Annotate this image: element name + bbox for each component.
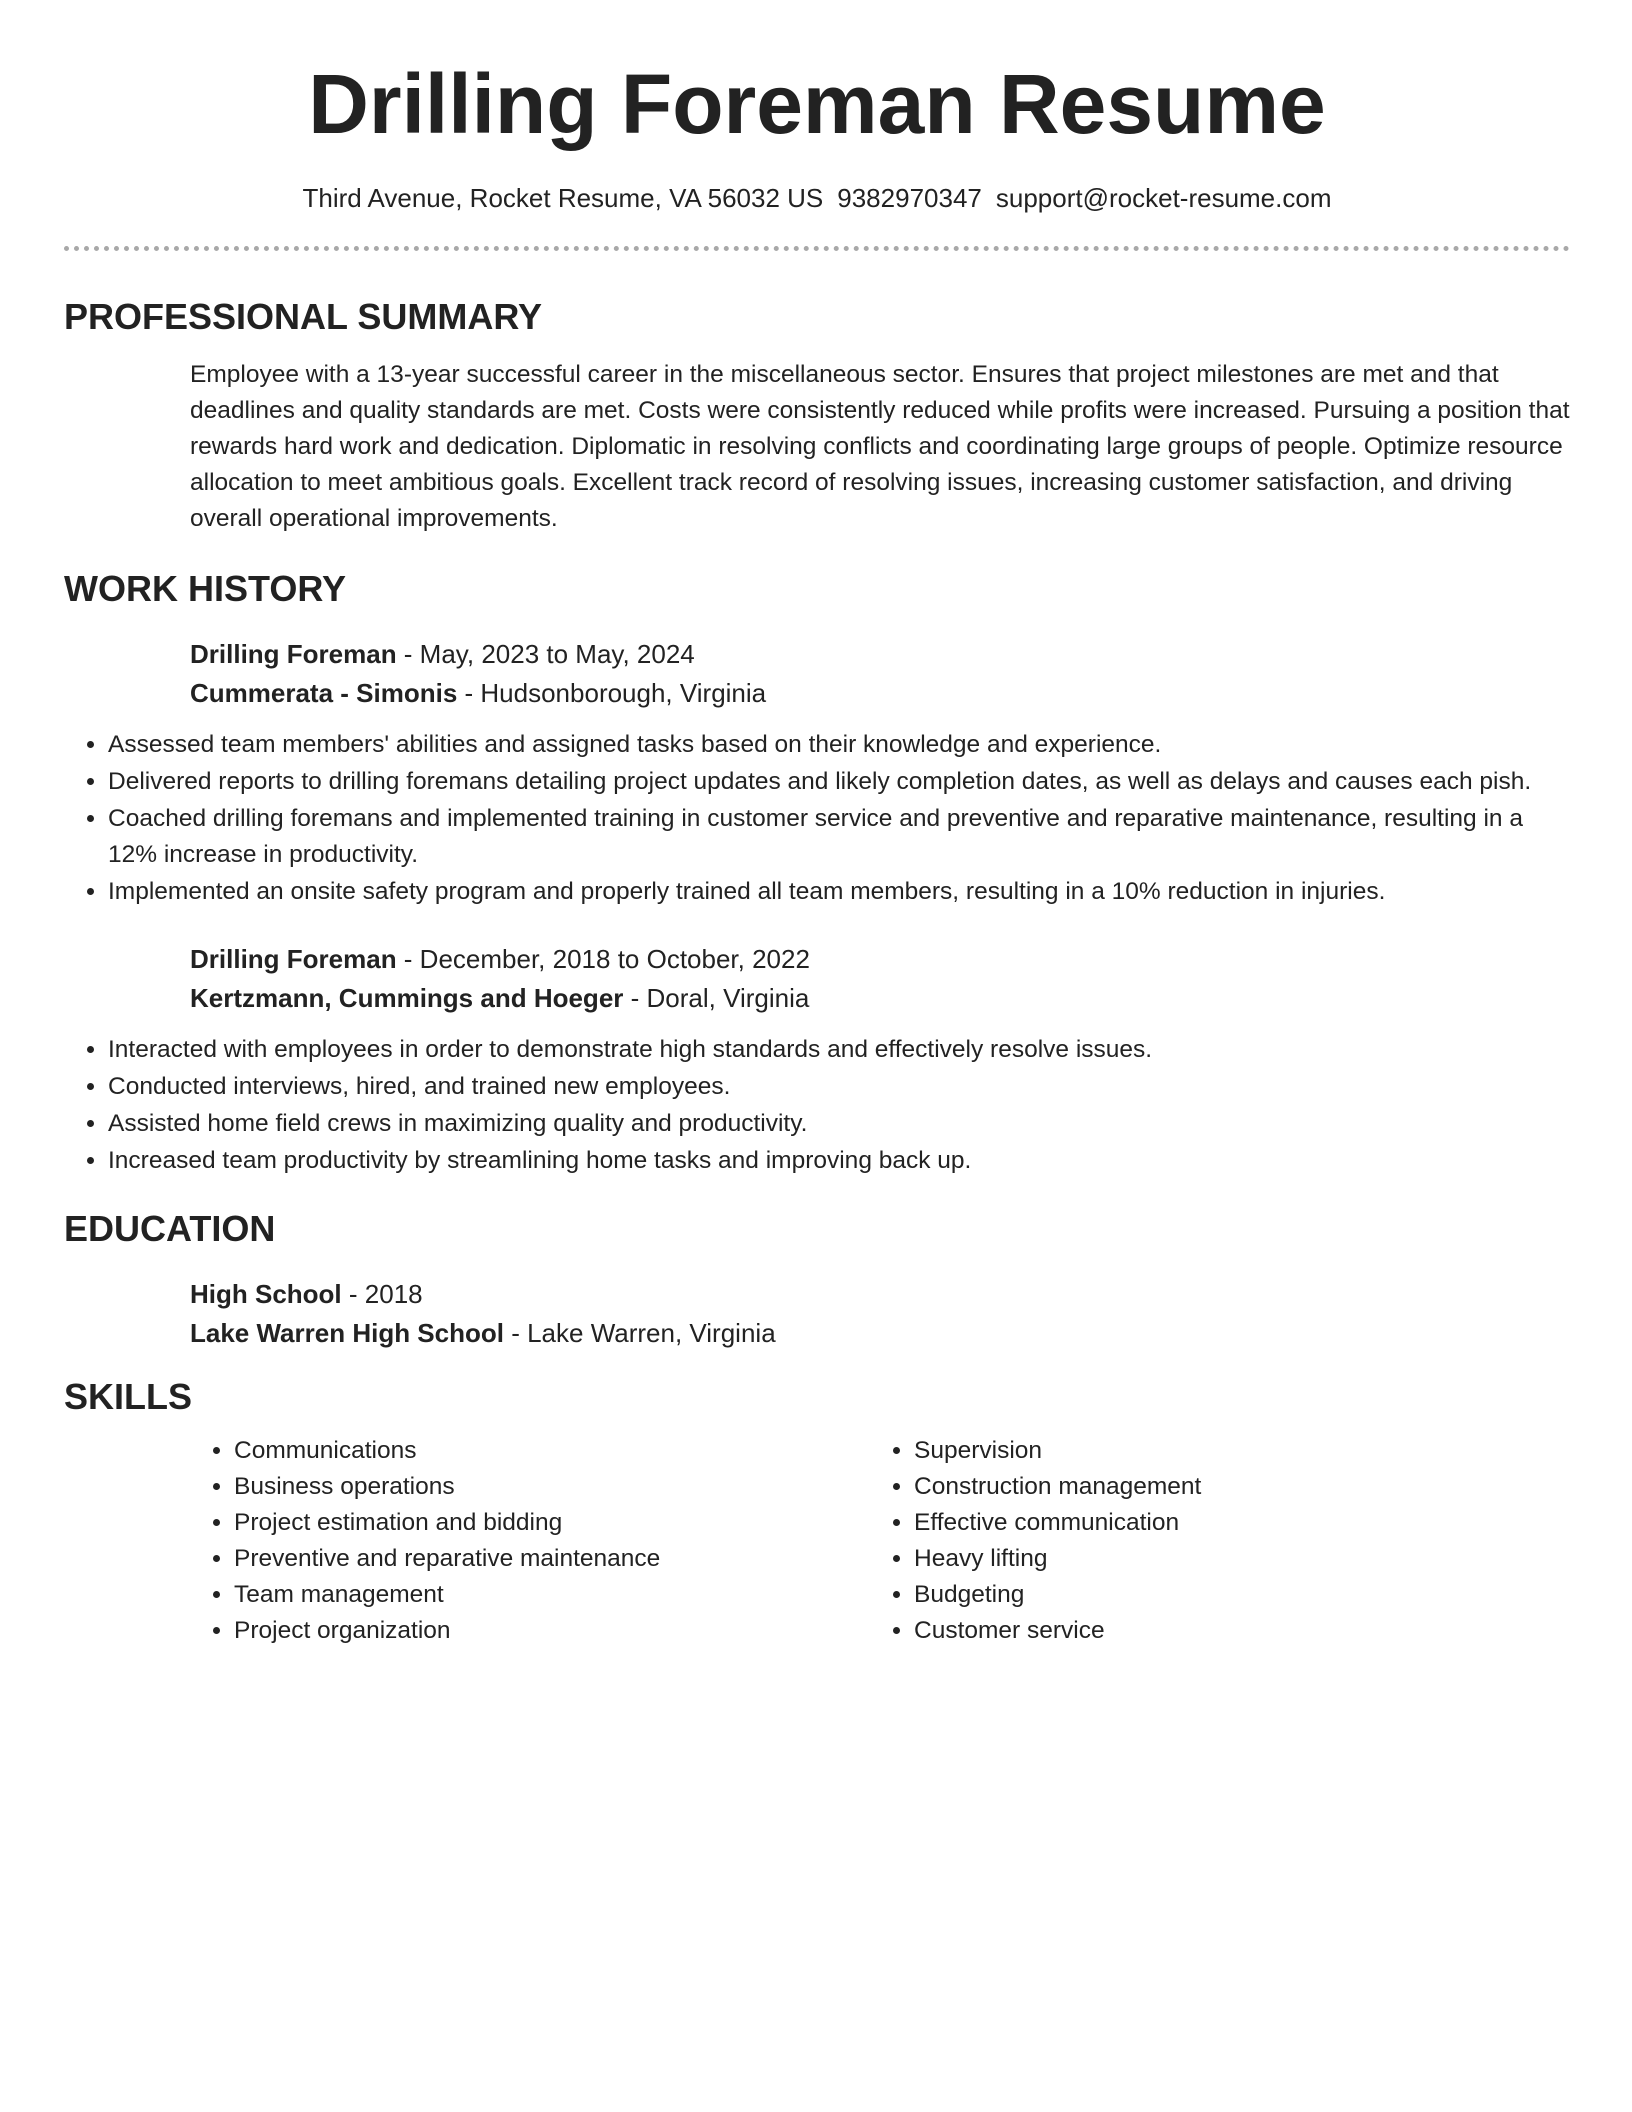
list-item: • Team management [234,1577,870,1613]
list-item: • Construction management [914,1469,1550,1505]
job-role-line [190,940,1570,979]
job-role: Drilling Foreman [190,639,397,669]
summary-heading: PROFESSIONAL SUMMARY [64,296,543,337]
job-role-line [190,635,1570,674]
education-heading: EDUCATION [64,1208,276,1249]
job-entry [190,940,1570,1018]
skills-heading: SKILLS [64,1376,193,1417]
list-item: • Budgeting [914,1577,1550,1613]
list-item: • Project estimation and bidding [234,1505,870,1541]
job-company: Cummerata - Simonis [190,678,458,708]
contact-email: support@rocket-resume.com [995,183,1332,213]
job-dates: - December, 2018 to October, 2022 [396,944,810,974]
list-item: • Delivered reports to drilling foremans detailing project updates and likely completion dates, as well as delays and causes each pish. [108,764,1570,800]
job-bullet-list [64,1032,1570,1179]
job-role: Drilling Foreman [190,944,397,974]
education-location: - Lake Warren, Virginia [503,1318,776,1348]
education-school-line [190,1314,1570,1353]
contact-address: Third Avenue, Rocket Resume, VA 56032 US [302,183,824,213]
list-item: • Effective communication [914,1505,1550,1541]
list-item: • Customer service [914,1613,1550,1649]
job-dates: - May, 2023 to May, 2024 [396,639,695,669]
job-company-line [190,674,1570,713]
resume-header [64,0,1570,214]
resume-page [64,0,1570,1649]
job-location: - Hudsonborough, Virginia [457,678,767,708]
list-item: • Supervision [914,1433,1550,1469]
skills-column-1 [190,1433,870,1649]
education-degree-line [190,1275,1570,1314]
skills-column-2 [870,1433,1550,1649]
list-item: • Assessed team members' abilities and assigned tasks based on their knowledge and experience. [108,727,1570,763]
header-divider [64,246,1570,251]
list-item: • Implemented an onsite safety program and properly trained all team members, resulting in a 10% reduction in injuries. [108,874,1570,910]
education-degree: High School [190,1279,342,1309]
list-item: • Business operations [234,1469,870,1505]
job-location: - Doral, Virginia [623,983,810,1013]
work-history-heading: WORK HISTORY [64,568,347,609]
list-item: • Communications [234,1433,870,1469]
list-item: • Coached drilling foremans and implemented training in customer service and preventive and reparative maintenance, resulting in a 12% increase in productivity. [108,801,1570,873]
list-item: • Interacted with employees in order to demonstrate high standards and effectively resolve issues. [108,1032,1570,1068]
resume-title: Drilling Foreman Resume [308,57,1326,151]
education-entry [190,1275,1570,1353]
contact-line [64,182,1570,214]
contact-phone: 9382970347 [837,183,982,213]
list-item: • Preventive and reparative maintenance [234,1541,870,1577]
list-item: • Assisted home field crews in maximizing quality and productivity. [108,1106,1570,1142]
list-item: • Project organization [234,1613,870,1649]
education-year: - 2018 [341,1279,423,1309]
job-entry [190,635,1570,713]
education-school: Lake Warren High School [190,1318,504,1348]
job-company-line [190,979,1570,1018]
list-item: • Conducted interviews, hired, and trained new employees. [108,1069,1570,1105]
list-item: • Increased team productivity by streamlining home tasks and improving back up. [108,1143,1570,1179]
skills-grid [190,1433,1570,1649]
list-item: • Heavy lifting [914,1541,1550,1577]
job-company: Kertzmann, Cummings and Hoeger [190,983,624,1013]
summary-text: Employee with a 13-year successful career in the miscellaneous sector. Ensures that project milestones are met and that deadlines and quality standards are met. Costs were consistently reduced while profits were increased. Pursuing a position that rewards hard work and dedication. Diplomatic in resolving conflicts and coordinating large groups of people. Optimize resource allocation to meet ambitious goals. Excellent track record of resolving issues, increasing customer satisfaction, and driving overall operational improvements. [190,361,1570,532]
job-bullet-list [64,727,1570,910]
